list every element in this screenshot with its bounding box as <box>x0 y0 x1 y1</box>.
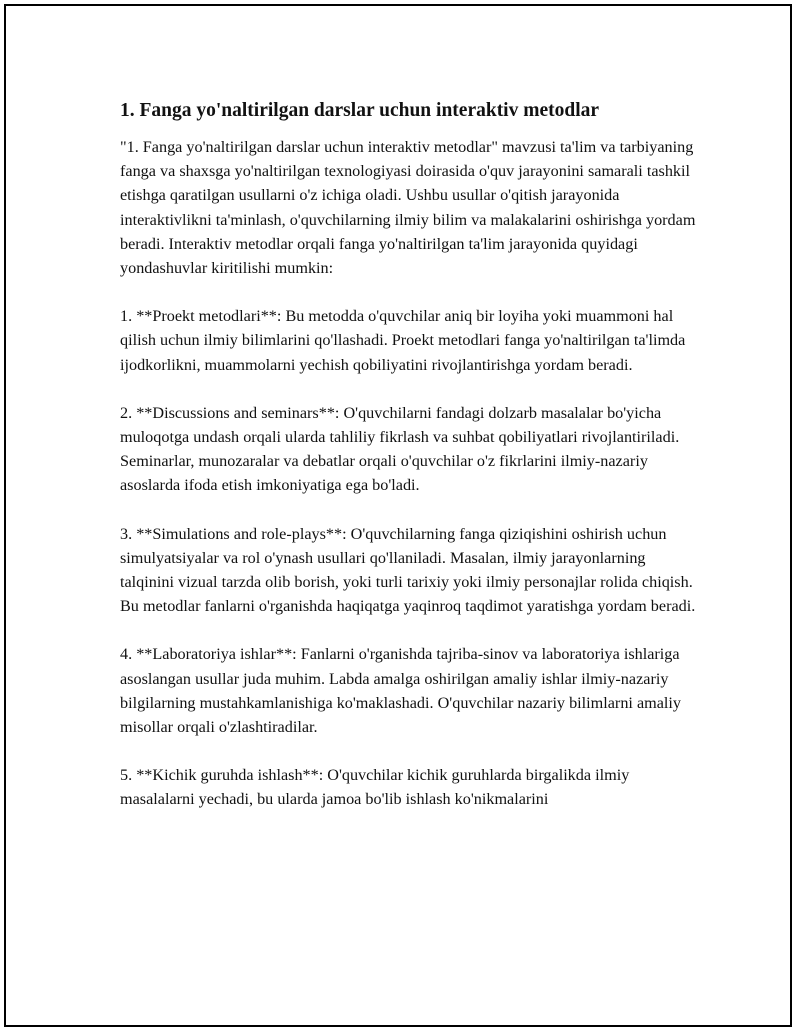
paragraph-simulations-role-plays: 3. **Simulations and role-plays**: O'quvchilarning fanga qiziqishini oshirish uchun simulyatsiyalar va rol o'ynash usullari qo'llaniladi. Masalan, ilmiy jarayonlarning talqinini vizual tarzda olib borish, yoki turli tarixiy yoki ilmiy personajlar rolida chiqish. Bu metodlar fanlarni o'rganishda haqiqatga yaqinroq taqdimot yaratishga yordam beradi. <box>120 524 696 616</box>
paragraph-laboratoriya-ishlar: 4. **Laboratoriya ishlar**: Fanlarni o'rganishda tajriba-sinov va laboratoriya ishlariga asoslangan usullar juda muhim. Labda amalga oshirilgan amaliy ishlar ilmiy-nazariy bilgilarning mustahkamlanishiga ko'maklashadi. O'quvchilar nazariy bilimlarni amaliy misollar orqali o'zlashtiradilar. <box>120 645 682 737</box>
page-frame <box>4 4 792 1027</box>
document-body <box>120 98 696 836</box>
paragraph-kichik-guruhda-ishlash: 5. **Kichik guruhda ishlash**: O'quvchilar kichik guruhlarda birgalikda ilmiy masalalarni yechadi, bu ularda jamoa bo'lib ishlash ko'nikmalarini <box>120 766 630 809</box>
document-title: 1. Fanga yo'naltirilgan darslar uchun interaktiv metodlar <box>120 100 600 121</box>
paragraph-discussions-seminars: 2. **Discussions and seminars**: O'quvchilarni fandagi dolzarb masalalar bo'yicha muloqotga undash orqali ularda tahliliy fikrlash va suhbat qobiliyatlari rivojlantiriladi. Seminarlar, munozaralar va debatlar orqali o'quvchilar o'z fikrlarini ilmiy-nazariy asoslarda ifoda etish imkoniyatiga ega bo'ladi. <box>120 403 680 495</box>
paragraph-proekt-metodlari: 1. **Proekt metodlari**: Bu metodda o'quvchilar aniq bir loyiha yoki muammoni hal qilish uchun ilmiy bilimlarini qo'llashadi. Proekt metodlari fanga yo'naltirilgan ta'limda ijodkorlikni, muammolarni yechish qobiliyatini rivojlantirishga yordam beradi. <box>120 307 686 374</box>
intro-paragraph: "1. Fanga yo'naltirilgan darslar uchun interaktiv metodlar" mavzusi ta'lim va tarbiyaning fanga va shaxsga yo'naltirilgan texnologiyasi doirasida o'quv jarayonini samarali tashkil etishga qaratilgan usullarni o'z ichiga oladi. Ushbu usullar o'qitish jarayonida interaktivlikni ta'minlash, o'quvchilarning ilmiy bilim va malakalarini oshirishga yordam beradi. Interaktiv metodlar orqali fanga yo'naltirilgan ta'lim jarayonida quyidagi yondashuvlar kiritilishi mumkin: <box>120 138 696 278</box>
